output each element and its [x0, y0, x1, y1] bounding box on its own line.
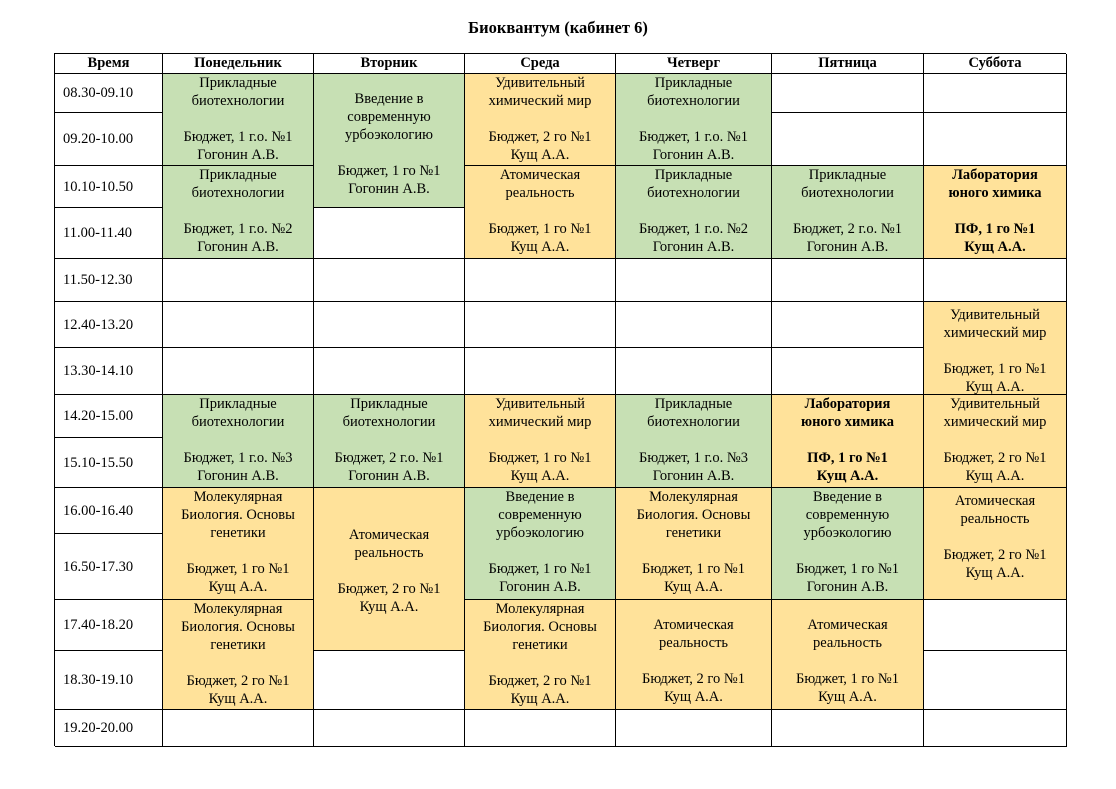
lesson-cell: Прикладные биотехнологии Бюджет, 1 г.о. №3 Гогонин А.В.	[163, 395, 314, 488]
empty-cell	[616, 710, 772, 747]
empty-cell	[616, 302, 772, 348]
empty-cell	[924, 651, 1067, 710]
time-slot: 18.30-19.10	[55, 651, 163, 710]
lesson-cell: Атомическая реальность Бюджет, 1 го №1 Кущ А.А.	[465, 166, 616, 259]
empty-cell	[465, 259, 616, 302]
lesson-cell: Атомическая реальность Бюджет, 2 го №1 Кущ А.А.	[924, 488, 1067, 600]
lesson-cell: Прикладные биотехнологии Бюджет, 1 г.о. №3 Гогонин А.В.	[616, 395, 772, 488]
lesson-cell: Прикладные биотехнологии Бюджет, 1 г.о. №1 Гогонин А.В.	[616, 74, 772, 166]
time-slot: 14.20-15.00	[55, 395, 163, 438]
lesson-cell: Молекулярная Биология. Основы генетики Бюджет, 1 го №1 Кущ А.А.	[616, 488, 772, 600]
lesson-cell: Лаборатория юного химика ПФ, 1 го №1 Кущ А.А.	[924, 166, 1067, 259]
time-slot: 10.10-10.50	[55, 166, 163, 208]
lesson-cell: Введение в современную урбоэкологию Бюджет, 1 го №1 Гогонин А.В.	[772, 488, 924, 600]
empty-cell	[314, 208, 465, 259]
empty-cell	[924, 74, 1067, 113]
schedule-table	[54, 53, 1066, 746]
empty-cell	[314, 348, 465, 395]
header-wednesday: Среда	[465, 54, 616, 74]
lesson-cell: Удивительный химический мир Бюджет, 1 го №1 Кущ А.А.	[465, 395, 616, 488]
empty-cell	[772, 302, 924, 348]
time-slot: 11.00-11.40	[55, 208, 163, 259]
lesson-cell: Введение в современную урбоэкологию Бюджет, 1 го №1 Гогонин А.В.	[465, 488, 616, 600]
empty-cell	[772, 710, 924, 747]
empty-cell	[772, 348, 924, 395]
empty-cell	[772, 74, 924, 113]
header-thursday: Четверг	[616, 54, 772, 74]
time-slot: 19.20-20.00	[55, 710, 163, 747]
empty-cell	[314, 302, 465, 348]
time-slot: 09.20-10.00	[55, 113, 163, 166]
empty-cell	[924, 600, 1067, 651]
empty-cell	[772, 113, 924, 166]
empty-cell	[163, 348, 314, 395]
empty-cell	[924, 710, 1067, 747]
empty-cell	[163, 259, 314, 302]
page-title: Биоквантум (кабинет 6)	[468, 18, 648, 37]
header-friday: Пятница	[772, 54, 924, 74]
time-slot: 16.00-16.40	[55, 488, 163, 534]
lesson-cell: Прикладные биотехнологии Бюджет, 2 г.о. №1 Гогонин А.В.	[772, 166, 924, 259]
lesson-cell: Прикладные биотехнологии Бюджет, 2 г.о. №1 Гогонин А.В.	[314, 395, 465, 488]
header-time: Время	[55, 54, 163, 74]
lesson-cell: Удивительный химический мир Бюджет, 1 го №1 Кущ А.А.	[924, 302, 1067, 395]
lesson-cell: Прикладные биотехнологии Бюджет, 1 г.о. №1 Гогонин А.В.	[163, 74, 314, 166]
lesson-cell: Молекулярная Биология. Основы генетики Бюджет, 2 го №1 Кущ А.А.	[465, 600, 616, 710]
empty-cell	[163, 710, 314, 747]
lesson-cell: Молекулярная Биология. Основы генетики Бюджет, 1 го №1 Кущ А.А.	[163, 488, 314, 600]
lesson-cell: Атомическая реальность Бюджет, 1 го №1 Кущ А.А.	[772, 600, 924, 710]
empty-cell	[616, 348, 772, 395]
header-saturday: Суббота	[924, 54, 1067, 74]
empty-cell	[924, 259, 1067, 302]
time-slot: 08.30-09.10	[55, 74, 163, 113]
empty-cell	[465, 348, 616, 395]
empty-cell	[314, 651, 465, 710]
empty-cell	[314, 259, 465, 302]
empty-cell	[924, 113, 1067, 166]
empty-cell	[314, 710, 465, 747]
lesson-cell: Молекулярная Биология. Основы генетики Бюджет, 2 го №1 Кущ А.А.	[163, 600, 314, 710]
time-slot: 15.10-15.50	[55, 438, 163, 488]
empty-cell	[465, 302, 616, 348]
empty-cell	[163, 302, 314, 348]
lesson-cell: Удивительный химический мир Бюджет, 2 го №1 Кущ А.А.	[924, 395, 1067, 488]
time-slot: 17.40-18.20	[55, 600, 163, 651]
header-tuesday: Вторник	[314, 54, 465, 74]
time-slot: 12.40-13.20	[55, 302, 163, 348]
lesson-cell: Атомическая реальность Бюджет, 2 го №1 Кущ А.А.	[616, 600, 772, 710]
time-slot: 16.50-17.30	[55, 534, 163, 600]
lesson-cell: Прикладные биотехнологии Бюджет, 1 г.о. №2 Гогонин А.В.	[163, 166, 314, 259]
lesson-cell: Прикладные биотехнологии Бюджет, 1 г.о. №2 Гогонин А.В.	[616, 166, 772, 259]
lesson-cell: Введение в современную урбоэкологию Бюджет, 1 го №1 Гогонин А.В.	[314, 74, 465, 208]
lesson-cell: Атомическая реальность Бюджет, 2 го №1 Кущ А.А.	[314, 488, 465, 651]
lesson-cell: Удивительный химический мир Бюджет, 2 го №1 Кущ А.А.	[465, 74, 616, 166]
empty-cell	[616, 259, 772, 302]
time-slot: 13.30-14.10	[55, 348, 163, 395]
lesson-cell: Лаборатория юного химика ПФ, 1 го №1 Кущ А.А.	[772, 395, 924, 488]
empty-cell	[465, 710, 616, 747]
header-monday: Понедельник	[163, 54, 314, 74]
empty-cell	[772, 259, 924, 302]
time-slot: 11.50-12.30	[55, 259, 163, 302]
